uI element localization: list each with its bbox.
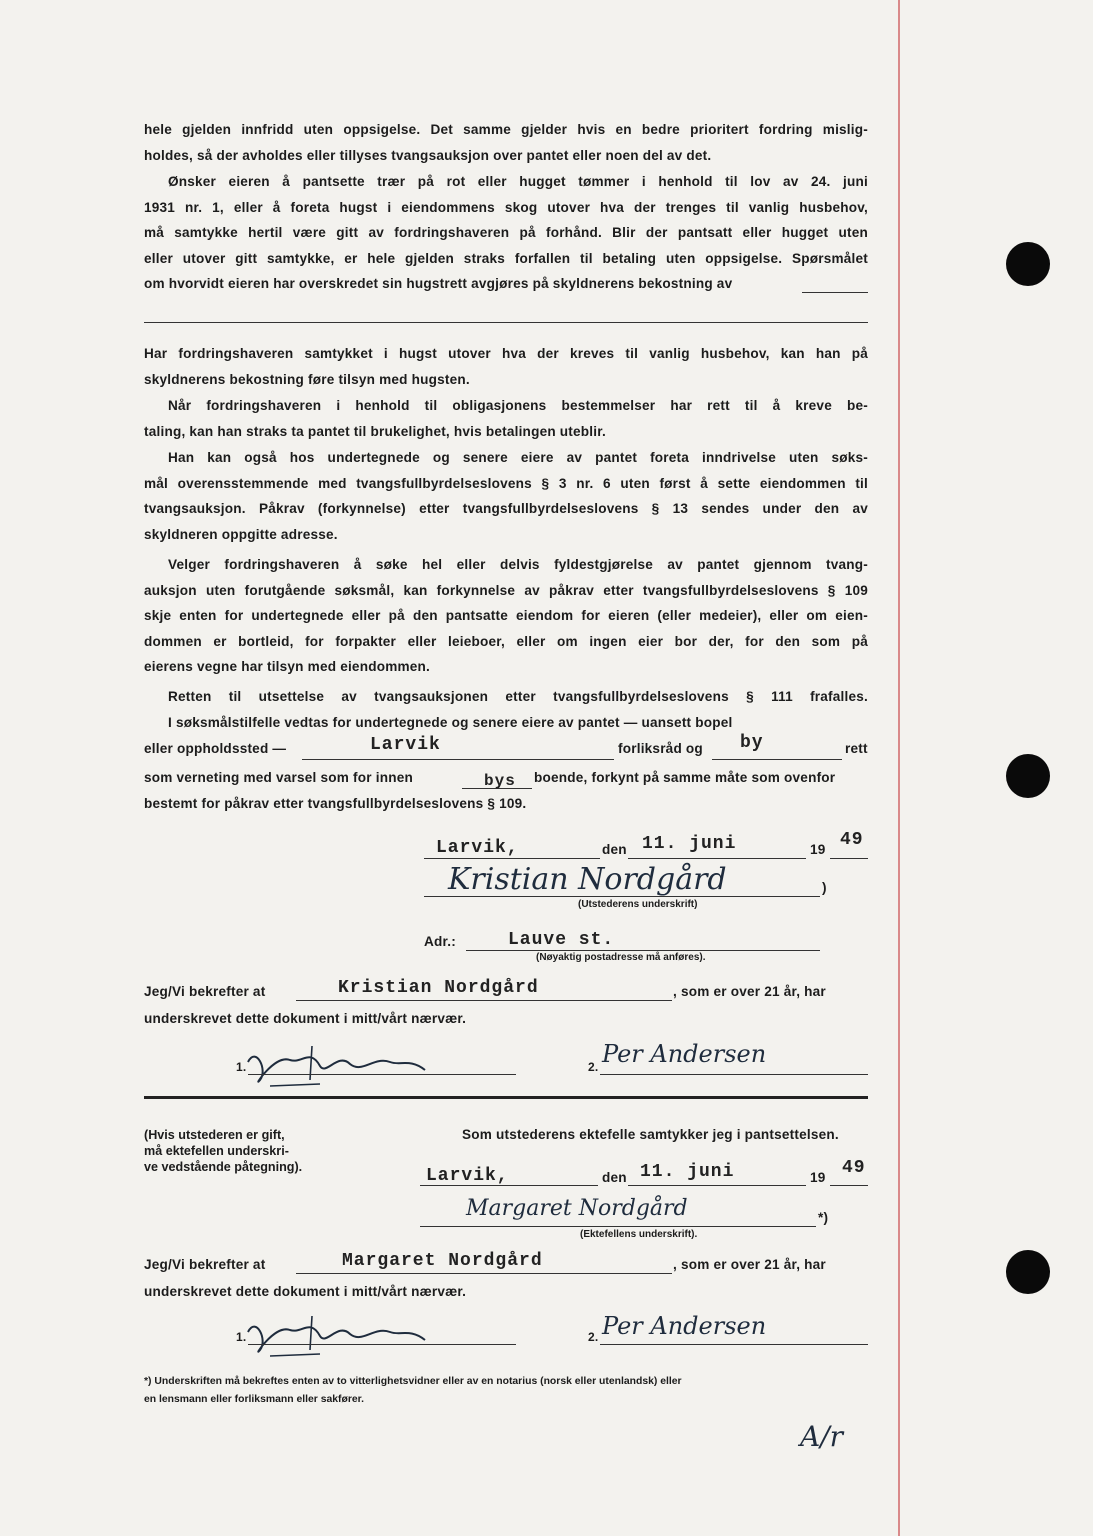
- spouse-year-prefix: 19: [810, 1170, 826, 1185]
- witness2-num1: 1.: [236, 1330, 247, 1344]
- witness2-signature-1: [240, 1310, 440, 1362]
- text-line: eierens vegne har tilsyn med eiendommen.: [144, 659, 431, 674]
- text-line: I søksmålstilfelle vedtas for undertegnede og senere eiere av pantet — uansett bopel: [168, 715, 733, 730]
- paragraph-8: [144, 710, 868, 736]
- address-value: Lauve st.: [508, 930, 615, 950]
- text-line: en lensmann eller forliksmann eller sakfører.: [144, 1394, 365, 1405]
- fill-line: [802, 292, 868, 293]
- footnote: [144, 1373, 868, 1409]
- text-line: Velger fordringshaveren å søke hel eller delvis fyldestgjørelse av pantet gjennom tvang-: [168, 557, 868, 572]
- text-line: må samtykke hertil være gitt av fordringshaveren på forhånd. Blir der pantsatt eller hugget uten: [144, 225, 868, 240]
- paragraph-4: [144, 393, 868, 444]
- binder-hole-1: [1006, 242, 1050, 286]
- venue-line3: bestemt for påkrav etter tvangsfullbyrdelseslovens § 109.: [144, 796, 527, 811]
- fill-line: [296, 1000, 672, 1001]
- text-line: eller utover gitt samtykke, er hele gjelden straks forfallen til betaling uten oppsigelse. Spørsmålet: [144, 250, 868, 266]
- witness1-num1: 1.: [236, 1060, 247, 1074]
- fill-line: [600, 1344, 868, 1345]
- text-line: 1931 nr. 1, eller å foreta hugst i eiendommens skog utover hva der trenges til vanlig husbehov,: [144, 199, 868, 215]
- fill-line: [830, 858, 868, 859]
- text-line: må ektefellen underskri-: [144, 1144, 289, 1158]
- venue-line2-fill: bys: [484, 772, 516, 790]
- witness1-pre: Jeg/Vi bekrefter at: [144, 984, 266, 999]
- fill-line: [628, 858, 806, 859]
- paragraph-6: [144, 552, 868, 680]
- witness1-signature-2: Per Andersen: [602, 1040, 767, 1068]
- issuer-sig-close: ): [822, 880, 827, 895]
- witness2-signature-2: Per Andersen: [602, 1312, 767, 1340]
- fill-line: [424, 896, 820, 897]
- fill-line: [248, 1344, 516, 1345]
- address-label: Adr.:: [424, 934, 456, 949]
- margin-line: [898, 0, 900, 1536]
- text-line: tvangsauksjon. Påkrav (forkynnelse) etter tvangsfullbyrdelseslovens § 13 sendes under den av: [144, 501, 868, 516]
- fill-line: [628, 1185, 806, 1186]
- fill-line: [712, 759, 842, 760]
- witness2-pre: Jeg/Vi bekrefter at: [144, 1257, 266, 1272]
- issuer-date: 11. juni: [642, 834, 737, 854]
- spouse-year: 49: [842, 1158, 866, 1178]
- text-line: skyldneren oppgitte adresse.: [144, 526, 338, 542]
- spouse-sig-label: (Ektefellens underskrift).: [580, 1229, 698, 1240]
- text-line: Har fordringshaveren samtykket i hugst utover hva der kreves til vanlig husbehov, kan han på: [144, 346, 868, 361]
- venue-line2-post: boende, forkynt på samme måte som ovenfor: [534, 770, 836, 785]
- spouse-place: Larvik,: [426, 1166, 509, 1186]
- text-line: Ønsker eieren å pantsette trær på rot eller hugget tømmer i henhold til lov av 24. juni: [168, 174, 868, 189]
- fill-line: [302, 759, 614, 760]
- text-line: Når fordringshaveren i henhold til obligasjonens bestemmelser har rett til å kreve be-: [168, 398, 868, 413]
- spouse-date: 11. juni: [640, 1162, 735, 1182]
- paragraph-2: [144, 169, 868, 297]
- issuer-signature: Kristian Nordgård: [448, 862, 727, 897]
- text-line: skje enten for undertegnede eller på den pantsatte eiendom for eieren (eller medeier), eller om eien-: [144, 608, 868, 623]
- spouse-consent: Som utstederens ektefelle samtykker jeg i pantsettelsen.: [462, 1127, 839, 1142]
- spouse-signature: Margaret Nordgård: [466, 1196, 688, 1221]
- binder-hole-2: [1006, 754, 1050, 798]
- text-line: Retten til utsettelse av tvangsauksjonen etter tvangsfullbyrdelseslovens § 111 frafalles.: [168, 689, 868, 704]
- witness2-post: , som er over 21 år, har: [673, 1257, 826, 1272]
- issuer-sig-label: (Utstederens underskrift): [578, 899, 698, 910]
- text-line: hele gjelden innfridd uten oppsigelse. Det samme gjelder hvis en bedre prioritert fordring mislig-: [144, 122, 868, 137]
- spouse-den: den: [602, 1170, 627, 1185]
- text-line: skyldnerens bekostning føre tilsyn med hugsten.: [144, 371, 470, 387]
- spouse-sig-close: *): [818, 1210, 829, 1225]
- fill-line: [600, 1074, 868, 1075]
- fill-line: [248, 1074, 516, 1075]
- text-line: Han kan også hos undertegnede og senere eiere av pantet foreta inndrivelse uten søks-: [168, 450, 868, 465]
- text-line: om hvorvidt eieren har overskredet sin hugstrett avgjøres på skyldnerens bekostning av: [144, 276, 733, 291]
- paragraph-5: [144, 445, 868, 547]
- text-line: mål overensstemmende med tvangsfullbyrdelseslovens § 3 nr. 6 uten først å sette eiendommen til: [144, 475, 868, 491]
- text-line: ve vedstående påtegning).: [144, 1160, 303, 1174]
- fill-line: [466, 950, 820, 951]
- issuer-den: den: [602, 842, 627, 857]
- text-line: dommen er bortleid, for forpakter eller leieboer, eller om ingen eier bor der, for den som på: [144, 633, 868, 649]
- text-line: (Hvis utstederen er gift,: [144, 1128, 285, 1142]
- witness2-num2: 2.: [588, 1330, 599, 1344]
- address-note: (Nøyaktig postadresse må anføres).: [536, 952, 706, 963]
- text-line: auksjon uten forutgående søksmål, kan forkynnelse av påkrav etter tvangsfullbyrdelseslovens § 109: [144, 582, 868, 598]
- issuer-year: 49: [840, 830, 864, 850]
- fill-line: [830, 1185, 868, 1186]
- witness1-num2: 2.: [588, 1060, 599, 1074]
- venue-mid: forliksråd og: [618, 741, 703, 756]
- binder-hole-3: [1006, 1250, 1050, 1294]
- venue-pre: eller oppholdssted —: [144, 741, 287, 756]
- witness1-name: Kristian Nordgård: [338, 978, 539, 998]
- witness1-line2: underskrevet dette dokument i mitt/vårt nærvær.: [144, 1011, 467, 1026]
- paragraph-7: [144, 684, 868, 710]
- paragraph-1: [144, 117, 868, 168]
- section-divider: [144, 1096, 868, 1099]
- fill-line: [420, 1226, 816, 1227]
- handwritten-initials: A/r: [800, 1420, 844, 1453]
- spouse-side-note: [144, 1127, 302, 1175]
- fill-line: [296, 1273, 672, 1274]
- paragraph-3: [144, 341, 868, 392]
- witness1-post: , som er over 21 år, har: [673, 984, 826, 999]
- fill-line: [424, 858, 600, 859]
- text-line: taling, kan han straks ta pantet til brukelighet, hvis betalingen uteblir.: [144, 423, 606, 439]
- fill-line: [144, 322, 868, 323]
- issuer-place: Larvik,: [436, 838, 519, 858]
- witness2-line2: underskrevet dette dokument i mitt/vårt nærvær.: [144, 1284, 467, 1299]
- witness2-name: Margaret Nordgård: [342, 1251, 543, 1271]
- text-line: holdes, så der avholdes eller tillyses tvangsauksjon over pantet eller noen del av det.: [144, 147, 712, 163]
- issuer-year-prefix: 19: [810, 842, 826, 857]
- venue-post: rett: [845, 741, 868, 756]
- venue-line2-pre: som verneting med varsel som for innen: [144, 770, 413, 785]
- witness1-signature-1: [240, 1040, 440, 1092]
- venue-place: Larvik: [370, 735, 441, 755]
- venue-court: by: [740, 733, 764, 753]
- text-line: *) Underskriften må bekreftes enten av to vitterlighetsvidner eller av en notarius (norsk eller utenlandsk) eller: [144, 1376, 682, 1387]
